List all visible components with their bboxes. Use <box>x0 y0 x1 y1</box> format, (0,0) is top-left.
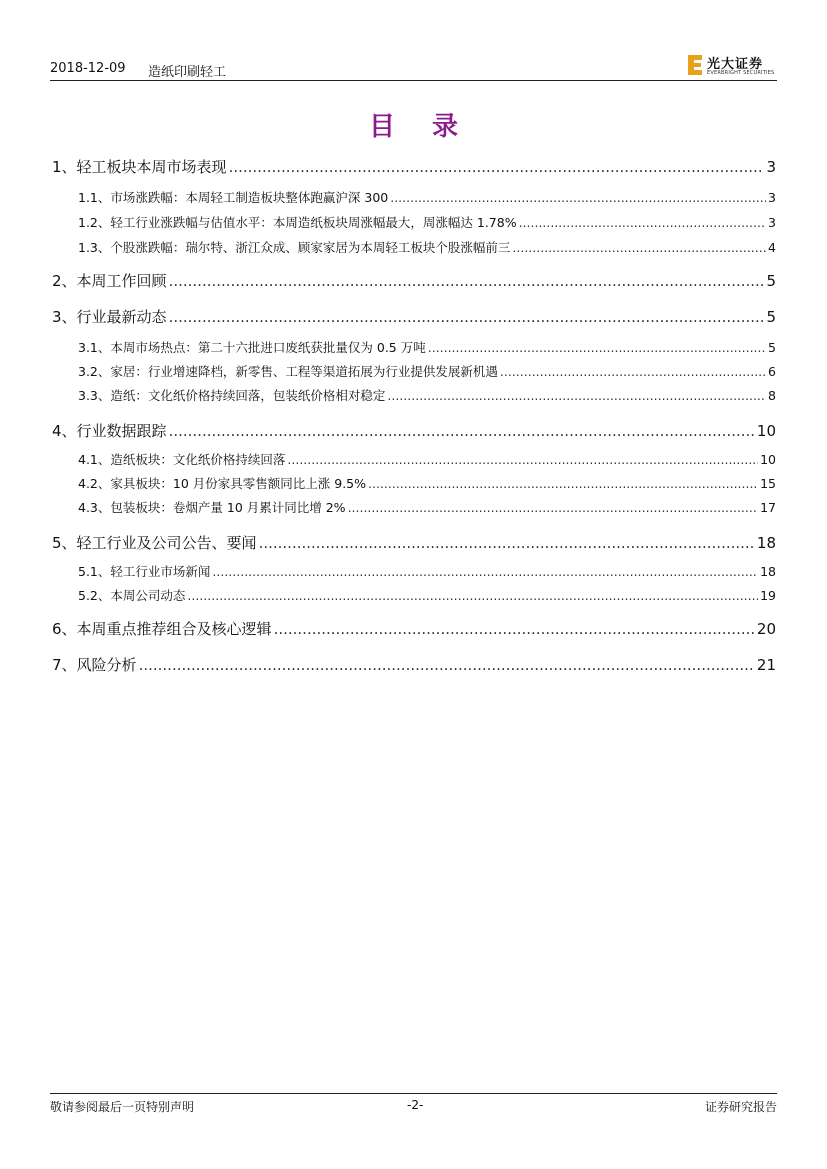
toc-entry-number: 3、 <box>52 308 77 326</box>
toc-dot-leader <box>139 656 755 674</box>
brand-name: 光大证券 <box>707 57 764 72</box>
toc-dot-leader <box>519 215 766 230</box>
toc-dot-leader <box>512 240 766 255</box>
toc-dot-leader <box>274 620 755 638</box>
toc-entry-number: 4.1、 <box>78 452 111 467</box>
toc-entry[interactable] <box>50 450 776 468</box>
toc-entry[interactable] <box>50 188 776 206</box>
toc-entry-page: 19 <box>760 588 776 603</box>
toc-entry[interactable] <box>50 306 776 328</box>
toc-dot-leader <box>169 422 755 440</box>
toc-entry[interactable] <box>50 386 776 404</box>
toc-entry-number: 4、 <box>52 422 77 440</box>
toc-entry-number: 4.3、 <box>78 500 111 515</box>
toc-dot-leader <box>212 564 758 579</box>
toc-entry-number: 2、 <box>52 272 77 290</box>
header-divider <box>50 80 777 81</box>
toc-entry-title: 轻工行业及公司公告、要闻 <box>76 534 257 552</box>
footer-divider <box>50 1093 777 1094</box>
toc-entry-page: 15 <box>760 476 776 491</box>
toc-dot-leader <box>428 340 766 355</box>
toc-entry[interactable] <box>50 213 776 231</box>
toc-entry-title: 风险分析 <box>76 656 137 674</box>
toc-entry-page: 5 <box>766 272 776 290</box>
toc-dot-leader <box>169 272 765 290</box>
toc-entry[interactable] <box>50 474 776 492</box>
toc-entry-title: 家居：行业增速降档，新零售、工程等渠道拓展为行业提供发展新机遇 <box>110 364 498 379</box>
toc-entry-title: 家具板块：10 月份家具零售额同比上涨 9.5% <box>110 476 367 491</box>
toc-entry[interactable] <box>50 586 776 604</box>
toc-entry-page: 8 <box>768 388 776 403</box>
toc-entry-title: 行业最新动态 <box>76 308 167 326</box>
toc-dot-leader <box>187 588 758 603</box>
toc-entry-number: 1.1、 <box>78 190 111 205</box>
toc-dot-leader <box>348 500 759 515</box>
toc-entry[interactable] <box>50 654 776 676</box>
page-header <box>50 58 777 80</box>
toc-entry-title: 个股涨跌幅：瑞尔特、浙江众成、顾家家居为本周轻工板块个股涨幅前三 <box>110 240 511 255</box>
disclaimer-note: 敬请参阅最后一页特别声明 <box>50 1100 195 1114</box>
toc-entry[interactable] <box>50 338 776 356</box>
toc-entry-number: 5.1、 <box>78 564 111 579</box>
toc-entry-page: 3 <box>768 215 776 230</box>
toc-entry[interactable] <box>50 238 776 256</box>
brand-mark-icon <box>687 54 703 76</box>
toc-entry-page: 6 <box>768 364 776 379</box>
toc-entry-title: 本周市场热点：第二十六批进口废纸获批量仅为 0.5 万吨 <box>110 340 426 355</box>
brand-logo <box>687 52 775 78</box>
toc-entry-page: 3 <box>766 158 776 176</box>
brand-name-en: EVERBRIGHT SECURITIES <box>707 70 775 76</box>
toc-dot-leader <box>500 364 766 379</box>
toc-title: 目 录 <box>368 112 473 142</box>
toc-entry-page: 10 <box>756 422 776 440</box>
report-topic: 造纸印刷轻工 <box>148 65 227 80</box>
toc-entry-number: 1、 <box>52 158 77 176</box>
toc-entry-title: 轻工行业涨跌幅与估值水平：本周造纸板块周涨幅最大，周涨幅达 1.78% <box>110 215 517 230</box>
toc-entry[interactable] <box>50 362 776 380</box>
toc-entry-page: 10 <box>760 452 776 467</box>
toc-entry-page: 21 <box>756 656 776 674</box>
toc-entry-title: 市场涨跌幅：本周轻工制造板块整体跑赢沪深 300 <box>110 190 389 205</box>
toc-dot-leader <box>169 308 765 326</box>
toc-entry-page: 18 <box>756 534 776 552</box>
toc-entry[interactable] <box>50 270 776 292</box>
toc-entry-title: 本周工作回顾 <box>76 272 167 290</box>
toc-entry-page: 17 <box>760 500 776 515</box>
toc-entry-number: 5.2、 <box>78 588 111 603</box>
toc-entry-title: 本周重点推荐组合及核心逻辑 <box>76 620 272 638</box>
toc-entry-title: 轻工板块本周市场表现 <box>76 158 227 176</box>
toc-entry-number: 6、 <box>52 620 77 638</box>
toc-dot-leader <box>387 388 766 403</box>
report-date: 2018-12-09 <box>50 61 126 76</box>
toc-entry-page: 5 <box>766 308 776 326</box>
toc-entry-title: 行业数据跟踪 <box>76 422 167 440</box>
toc-entry[interactable] <box>50 618 776 640</box>
toc-entry[interactable] <box>50 420 776 442</box>
toc-entry[interactable] <box>50 498 776 516</box>
toc-dot-leader <box>287 452 758 467</box>
toc-entry-page: 20 <box>756 620 776 638</box>
toc-entry-number: 1.2、 <box>78 215 111 230</box>
toc-entry-number: 3.1、 <box>78 340 111 355</box>
toc-entry-number: 3.2、 <box>78 364 111 379</box>
toc-entry-number: 7、 <box>52 656 77 674</box>
toc-entry-number: 4.2、 <box>78 476 111 491</box>
toc-dot-leader <box>229 158 765 176</box>
toc-entry-page: 3 <box>768 190 776 205</box>
report-type: 证券研究报告 <box>704 1100 777 1114</box>
toc-entry-number: 5、 <box>52 534 77 552</box>
toc-entry-title: 轻工行业市场新闻 <box>110 564 211 579</box>
toc-entry-page: 18 <box>760 564 776 579</box>
toc-dot-leader <box>390 190 766 205</box>
toc-entry-title: 造纸板块：文化纸价格持续回落 <box>110 452 286 467</box>
toc-entry-number: 3.3、 <box>78 388 111 403</box>
toc-dot-leader <box>259 534 755 552</box>
toc-entry[interactable] <box>50 156 776 178</box>
toc-entry-page: 5 <box>768 340 776 355</box>
toc-entry[interactable] <box>50 532 776 554</box>
toc-dot-leader <box>368 476 758 491</box>
toc-entry-title: 造纸：文化纸价格持续回落，包装纸价格相对稳定 <box>110 388 386 403</box>
toc-entry[interactable] <box>50 562 776 580</box>
toc-entry-number: 1.3、 <box>78 240 111 255</box>
page-footer <box>50 1098 777 1116</box>
toc-entry-title: 本周公司动态 <box>110 588 186 603</box>
toc-entry-title: 包装板块：卷烟产量 10 月累计同比增 2% <box>110 500 346 515</box>
toc-entry-page: 4 <box>768 240 776 255</box>
page-number: -2- <box>407 1098 424 1112</box>
